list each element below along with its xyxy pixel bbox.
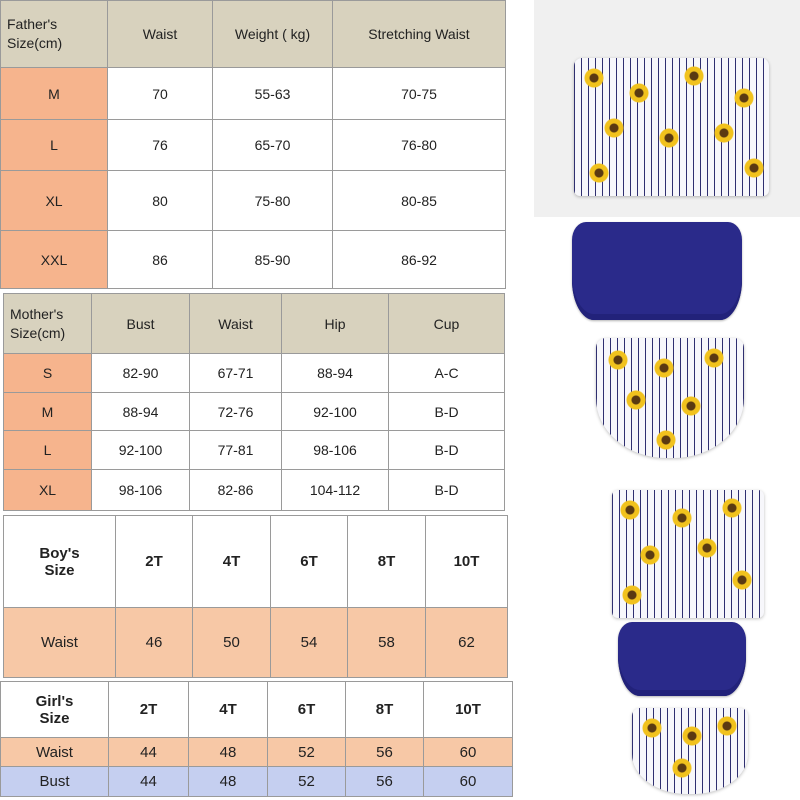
table-cell: 60 bbox=[424, 767, 513, 797]
father-size-header: Father's Size(cm) bbox=[1, 1, 108, 68]
table-row bbox=[4, 354, 505, 393]
table-cell: 76 bbox=[108, 120, 213, 171]
table-cell: 54 bbox=[271, 608, 348, 678]
size-column-header: 6T bbox=[268, 682, 346, 738]
father-size-table bbox=[0, 0, 506, 289]
table-cell: 82-86 bbox=[190, 470, 282, 511]
size-label: M bbox=[4, 393, 92, 431]
mother-bust-header: Bust bbox=[92, 294, 190, 354]
table-row bbox=[4, 393, 505, 431]
table-cell: 75-80 bbox=[213, 171, 333, 231]
table-cell: 86 bbox=[108, 231, 213, 289]
table-row bbox=[1, 68, 506, 120]
table-row bbox=[1, 738, 513, 767]
table-cell: A-C bbox=[389, 354, 505, 393]
girl-size-header: Girl's Size bbox=[1, 682, 109, 738]
table-cell: 88-94 bbox=[282, 354, 389, 393]
table-cell: 70-75 bbox=[333, 68, 506, 120]
kids-sunflower-trunks-image bbox=[612, 490, 764, 618]
table-cell: 92-100 bbox=[92, 431, 190, 470]
table-cell: 44 bbox=[109, 767, 189, 797]
table-cell: 46 bbox=[116, 608, 193, 678]
table-cell: 92-100 bbox=[282, 393, 389, 431]
size-column-header: 8T bbox=[348, 516, 426, 608]
table-cell: 76-80 bbox=[333, 120, 506, 171]
table-cell: B-D bbox=[389, 393, 505, 431]
father-stretching-waist-header: Stretching Waist bbox=[333, 1, 506, 68]
table-cell: 44 bbox=[109, 738, 189, 767]
sunflower-bikini-bottom-image bbox=[596, 338, 744, 458]
table-cell: 67-71 bbox=[190, 354, 282, 393]
table-cell: 60 bbox=[424, 738, 513, 767]
table-row bbox=[1, 120, 506, 171]
mother-cup-header: Cup bbox=[389, 294, 505, 354]
table-cell: 48 bbox=[189, 738, 268, 767]
table-cell: 82-90 bbox=[92, 354, 190, 393]
boy-size-header: Boy's Size bbox=[4, 516, 116, 608]
father-weight-header: Weight ( kg) bbox=[213, 1, 333, 68]
table-cell: 98-106 bbox=[282, 431, 389, 470]
table-cell: 86-92 bbox=[333, 231, 506, 289]
size-label: XL bbox=[4, 470, 92, 511]
size-column-header: 8T bbox=[346, 682, 424, 738]
size-column-header: 2T bbox=[109, 682, 189, 738]
table-cell: 48 bbox=[189, 767, 268, 797]
table-row bbox=[4, 431, 505, 470]
father-waist-header: Waist bbox=[108, 1, 213, 68]
mens-swim-trunks-photo bbox=[534, 0, 800, 217]
table-cell: 50 bbox=[193, 608, 271, 678]
mother-waist-header: Waist bbox=[190, 294, 282, 354]
table-cell: B-D bbox=[389, 431, 505, 470]
table-cell: 88-94 bbox=[92, 393, 190, 431]
mother-hip-header: Hip bbox=[282, 294, 389, 354]
table-cell: 72-76 bbox=[190, 393, 282, 431]
size-column-header: 4T bbox=[193, 516, 271, 608]
size-label: M bbox=[1, 68, 108, 120]
table-cell: 56 bbox=[346, 767, 424, 797]
measure-label: Waist bbox=[4, 608, 116, 678]
measure-label: Bust bbox=[1, 767, 109, 797]
table-cell: 85-90 bbox=[213, 231, 333, 289]
size-column-header: 10T bbox=[426, 516, 508, 608]
table-cell: 80 bbox=[108, 171, 213, 231]
table-cell: 56 bbox=[346, 738, 424, 767]
size-label: S bbox=[4, 354, 92, 393]
table-cell: 104-112 bbox=[282, 470, 389, 511]
size-column-header: 10T bbox=[424, 682, 513, 738]
kids-bikini-bottom-image bbox=[632, 708, 748, 794]
size-column-header: 4T bbox=[189, 682, 268, 738]
table-cell: 55-63 bbox=[213, 68, 333, 120]
size-label: L bbox=[4, 431, 92, 470]
measure-label: Waist bbox=[1, 738, 109, 767]
table-row bbox=[4, 608, 508, 678]
table-row bbox=[4, 470, 505, 511]
ruffle-bikini-top-image bbox=[572, 222, 742, 320]
table-cell: 52 bbox=[268, 767, 346, 797]
kids-ruffle-top-image bbox=[618, 622, 746, 696]
table-cell: 98-106 bbox=[92, 470, 190, 511]
girl-size-table bbox=[0, 681, 513, 797]
sunflower-trunks-image bbox=[574, 58, 769, 196]
size-label: L bbox=[1, 120, 108, 171]
table-cell: B-D bbox=[389, 470, 505, 511]
table-row bbox=[1, 171, 506, 231]
table-cell: 65-70 bbox=[213, 120, 333, 171]
table-cell: 80-85 bbox=[333, 171, 506, 231]
size-label: XL bbox=[1, 171, 108, 231]
table-row bbox=[1, 767, 513, 797]
size-column-header: 6T bbox=[271, 516, 348, 608]
table-cell: 62 bbox=[426, 608, 508, 678]
table-cell: 77-81 bbox=[190, 431, 282, 470]
mother-size-table bbox=[3, 293, 505, 511]
size-label: XXL bbox=[1, 231, 108, 289]
table-row bbox=[1, 231, 506, 289]
table-cell: 52 bbox=[268, 738, 346, 767]
table-cell: 70 bbox=[108, 68, 213, 120]
boy-size-table bbox=[3, 515, 508, 678]
table-cell: 58 bbox=[348, 608, 426, 678]
mother-size-header: Mother's Size(cm) bbox=[4, 294, 92, 354]
size-column-header: 2T bbox=[116, 516, 193, 608]
